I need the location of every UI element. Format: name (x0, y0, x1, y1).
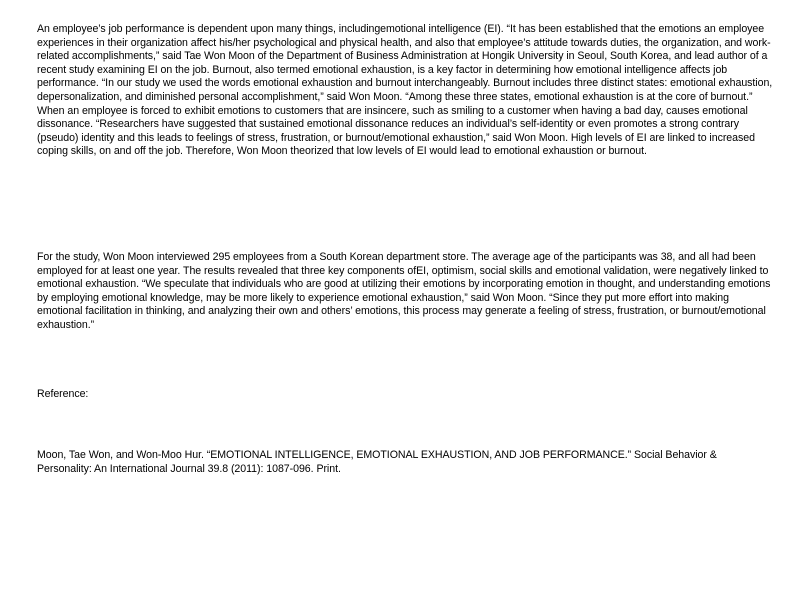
body-paragraph-intro: An employee’s job performance is dependent upon many things, includingemotional intelligence (EI). “It has been established that the emotions an employee experiences in their organization affect his/her psychological and physical health, and also that employee’s attitude towards duties, the organization, and work-related accomplishments,” said Tae Won Moon of the Department of Business Administration at Hongik University in Seoul, South Korea, and lead author of a recent study examining EI on the job. Burnout, also termed emotional exhaustion, is a key factor in determining how emotional intelligence affects job performance. “In our study we used the words emotional exhaustion and burnout interchangeably. Burnout includes three distinct states: emotional exhaustion, depersonalization, and diminished personal accomplishment,” said Won Moon. “Among these three states, emotional exhaustion is at the core of burnout.” When an employee is forced to exhibit emotions to customers that are insincere, such as smiling to a customer when having a bad day, causes emotional dissonance. “Researchers have suggested that sustained emotional dissonance reduces an individual’s self-identity or even promotes a strong contrary (pseudo) identity and this leads to feelings of stress, frustration, or burnout/emotional exhaustion,” said Won Moon. High levels of EI are linked to increased coping skills, on and off the job. Therefore, Won Moon theorized that low levels of EI would lead to emotional exhaustion or burnout. (37, 23, 773, 158)
reference-citation: Moon, Tae Won, and Won-Moo Hur. “EMOTIONAL INTELLIGENCE, EMOTIONAL EXHAUSTION, AND JOB PERFORMANCE.” Social Behavior & Personality: An International Journal 39.8 (2011): 1087-096. Print. (37, 449, 717, 475)
body-paragraph-study: For the study, Won Moon interviewed 295 employees from a South Korean department store. The average age of the participants was 38, and all had been employed for at least one year. The results revealed that three key components ofEI, optimism, social skills and emotional validation, were negatively linked to emotional exhaustion. “We speculate that individuals who are good at utilizing their emotions by incorporating emotion in thought, and understanding emotions by employing emotional knowledge, may be more likely to experience emotional exhaustion,” said Won Moon. “Since they put more effort into making emotional facilitation in thinking, and analyzing their own and others’ emotions, this process may generate a feeling of stress, frustration, or burnout/emotional exhaustion.” (37, 251, 771, 331)
reference-heading: Reference: (37, 388, 89, 400)
